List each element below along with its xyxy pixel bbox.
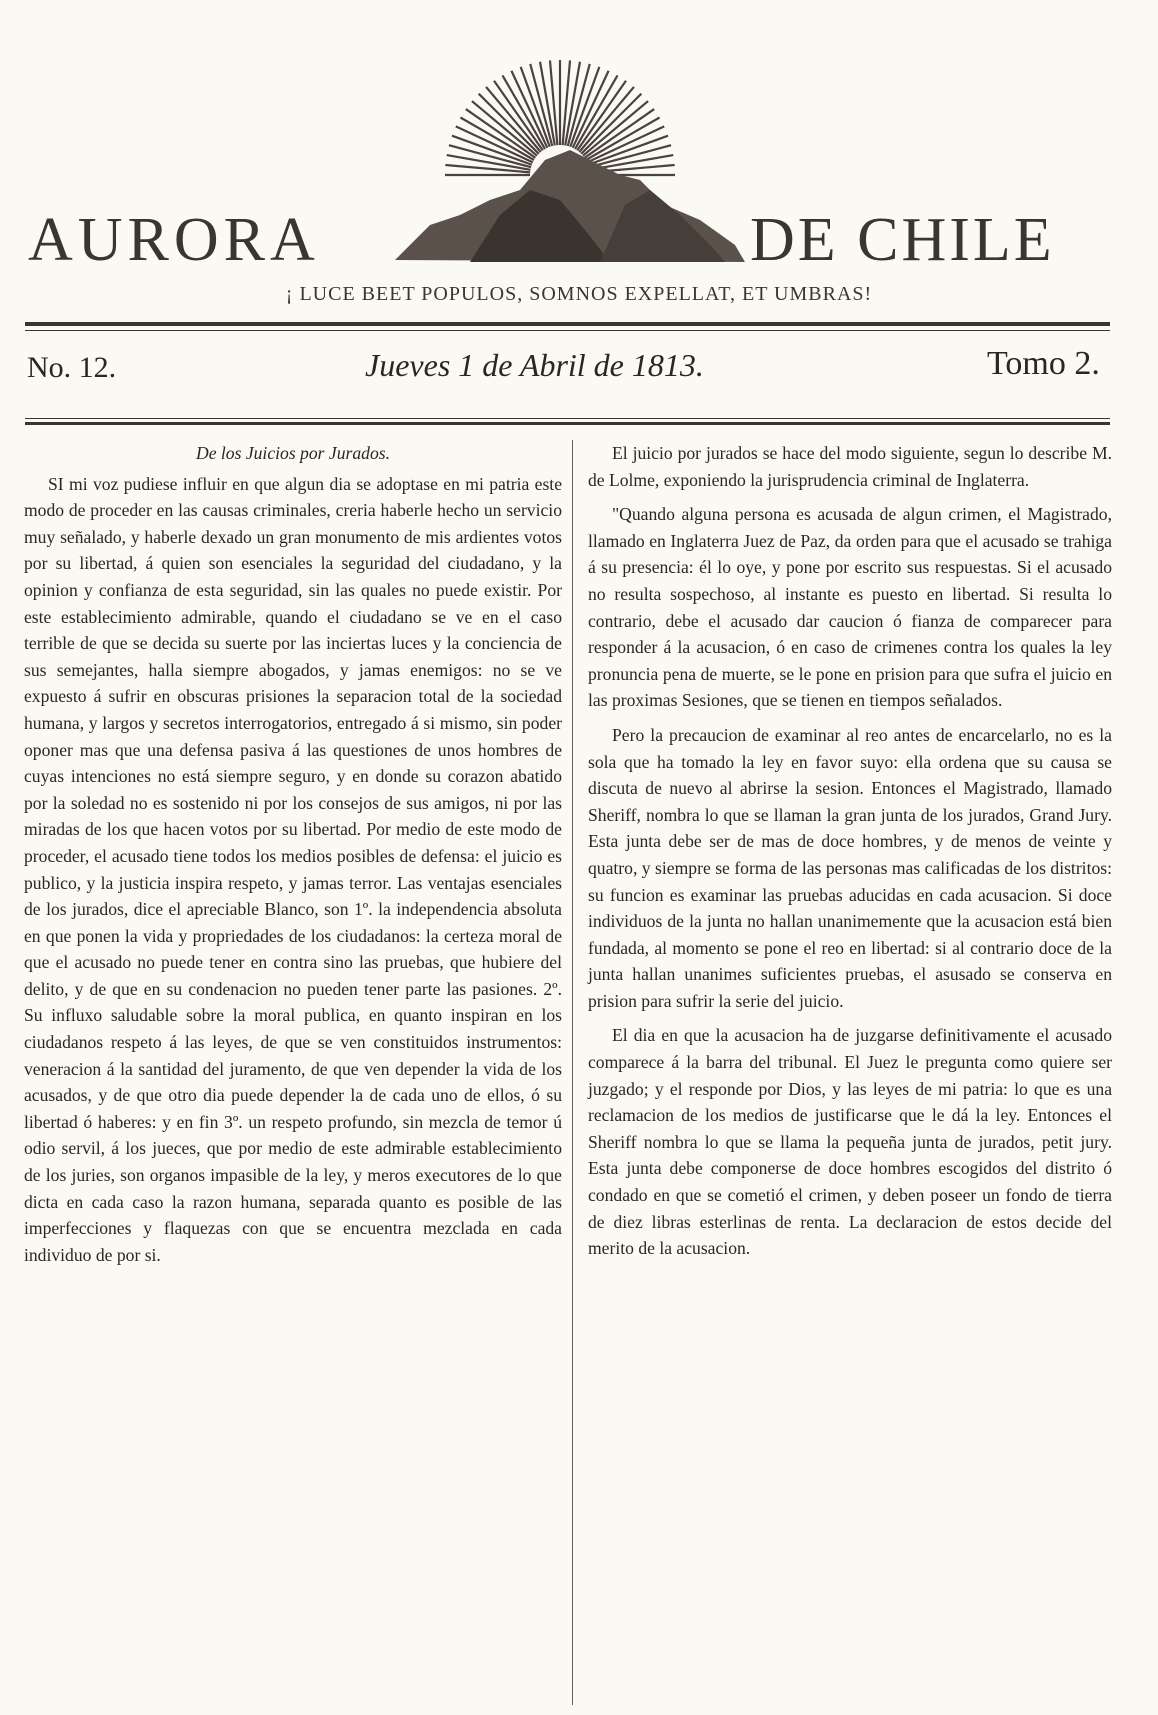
masthead	[0, 0, 1158, 330]
bottom-rule-thin	[25, 418, 1110, 419]
top-rule-thin	[25, 330, 1110, 331]
sun-ray	[540, 62, 555, 146]
issue-number: No. 12.	[27, 351, 117, 384]
masthead-motto: ¡ LUCE BEET POPULOS, SOMNOS EXPELLAT, ET UMBRAS!	[285, 283, 873, 305]
top-rule-thick	[25, 322, 1110, 326]
volume-number: Tomo 2.	[987, 345, 1100, 382]
left-paragraph: SI mi voz pudiese influir en que algun dia se adoptase en mi patria este modo de proceder en las causas criminales, creria haberle hecho un servicio muy señalado, y haberle dexado un gran monumento de mis ardientes votos por su libertad, á quien son esenciales la seguridad del ciudadano, y la opinion y confianza de esta seguridad, sin las quales no puede existir. Por este establecimiento admirable, quando el ciudadano se ve en el caso terrible de que se decida su suerte por las inciertas luces y la conciencia de sus semejantes, halla siempre abogados, y jamas enemigos: no se ve expuesto á sufrir en obscuras prisiones la separacion total de la sociedad humana, y largos y secretos interrogatorios, entregado á si mismo, sin poder oponer mas que una defensa pasiva á las questiones de unos hombres de cuyas intenciones no está siempre seguro, y en donde su corazon abatido por la soledad no es sostenido ni por los consejos de sus amigos, ni por las miradas de los que hacen votos por su libertad. Por medio de este modo de proceder, el acusado tiene todos los medios posibles de defensa: el juicio es publico, y la justicia inspira respeto, y jamas terror. Las ventajas esenciales de los jurados, dice el apreciable Blanco, son 1º. la independencia absoluta en que ponen la vida y propriedades de los ciudadanos: la certeza moral de que el acusado no puede tener en contra sino las pruebas, que hubiere del delito, y de que en su condenacion no pueden tener parte las pasiones. 2º. Su influxo saludable sobre la moral publica, en quanto inspiran en los ciudadanos respeto á las leyes, de que se ven constituidos instrumentos: veneracion á la santidad del juramento, de que ven depender la vida de los acusados, y de que otro dia puede depender la de cada uno de ellos, ó su libertad ó haberes: y en fin 3º. un respeto profundo, sin mezcla de temor ú odio servil, á los jueces, que por medio de este admirable establecimiento de los juries, son organos impasible de la ley, y meros executores de lo que dicta en cada caso la razon humana, separada quanto es posible de las imperfecciones y flaquezas con que se encuentra mezclada en cada individuo de por si.	[24, 473, 562, 1265]
dateline	[25, 345, 1110, 395]
sun-over-mountains-emblem	[0, 0, 1158, 330]
right-paragraph: El dia en que la acusacion ha de juzgarse definitivamente el acusado comparece á la barra del tribunal. El Juez le pregunta como quiere ser juzgado; y el responde por Dios, y las leyes de mi patria: lo que es una reclamacion de los medios de justificarse que le dá la ley. Entonces el Sheriff nombra lo que se llama la pequeña junta de jurados, petit jury. Esta junta debe componerse de doce hombres escogidos del distrito ó condado en que se cometió el crimen, y deben poseer un fondo de tierra de diez libras esterlinas de renta. La declaracion de estos decide del merito de la acusacion.	[588, 1025, 1112, 1259]
right-column	[588, 440, 1112, 1270]
sun-ray	[563, 60, 570, 145]
left-column	[24, 440, 562, 1276]
right-paragraph: El juicio por jurados se hace del modo siguiente, segun lo describe M. de Lolme, exponiendo la jurisprudencia criminal de Inglaterra.	[588, 443, 1112, 490]
article-heading: De los Juicios por Jurados.	[195, 443, 390, 463]
right-paragraph: "Quando alguna persona es acusada de algun crimen, el Magistrado, llamado en Inglaterra Juez de Paz, da orden para que el acusado se trahiga á su presencia: él lo oye, y pone por escrito sus respuestas. Si el acusado no resulta sospechoso, al instante es puesto en libertad. Si resulta lo contrario, debe el acusado dar caucion ó fianza de comparecer para responder á la acusacion, ó en caso de crimenes contra los quales la ley pronuncia pena de muerte, se le pone en prision para que sufra el juicio en las proximas Sesiones, que se tienen en tiempos señalados.	[588, 504, 1112, 711]
masthead-title-left: AURORA	[28, 206, 320, 274]
sun-ray	[565, 62, 580, 146]
sun-ray	[550, 60, 557, 145]
sun-ray	[445, 165, 530, 172]
bottom-rule-thick	[25, 422, 1110, 425]
masthead-title-right: DE CHILE	[750, 206, 1055, 274]
right-paragraph: Pero la precaucion de examinar al reo antes de encarcelarlo, no es la sola que ha tomado la ley en favor suyo: ella ordena que su causa se discuta de nuevo al abrirse la sesion. Entonces el Magistrado, llamado Sheriff, nombra lo que se llaman la gran junta de los jurados, Grand Jury. Esta junta debe ser de mas de doce hombres, y de menos de veinte y quatro, y siempre se forma de las personas mas calificadas de los distritos: su funcion es examinar las pruebas aducidas en cada acusacion. Si doce individuos de la junta no hallan unanimemente que la acusacion está bien fundada, al momento se pone el reo en libertad: si al contrario doce de la junta hallan unanimes suficientes pruebas, el asusado se conserva en prision para sufrir la serie del juicio.	[588, 724, 1112, 1011]
issue-date: Jueves 1 de Abril de 1813.	[365, 347, 704, 383]
sun-ray	[447, 155, 531, 170]
column-divider	[572, 440, 573, 1705]
